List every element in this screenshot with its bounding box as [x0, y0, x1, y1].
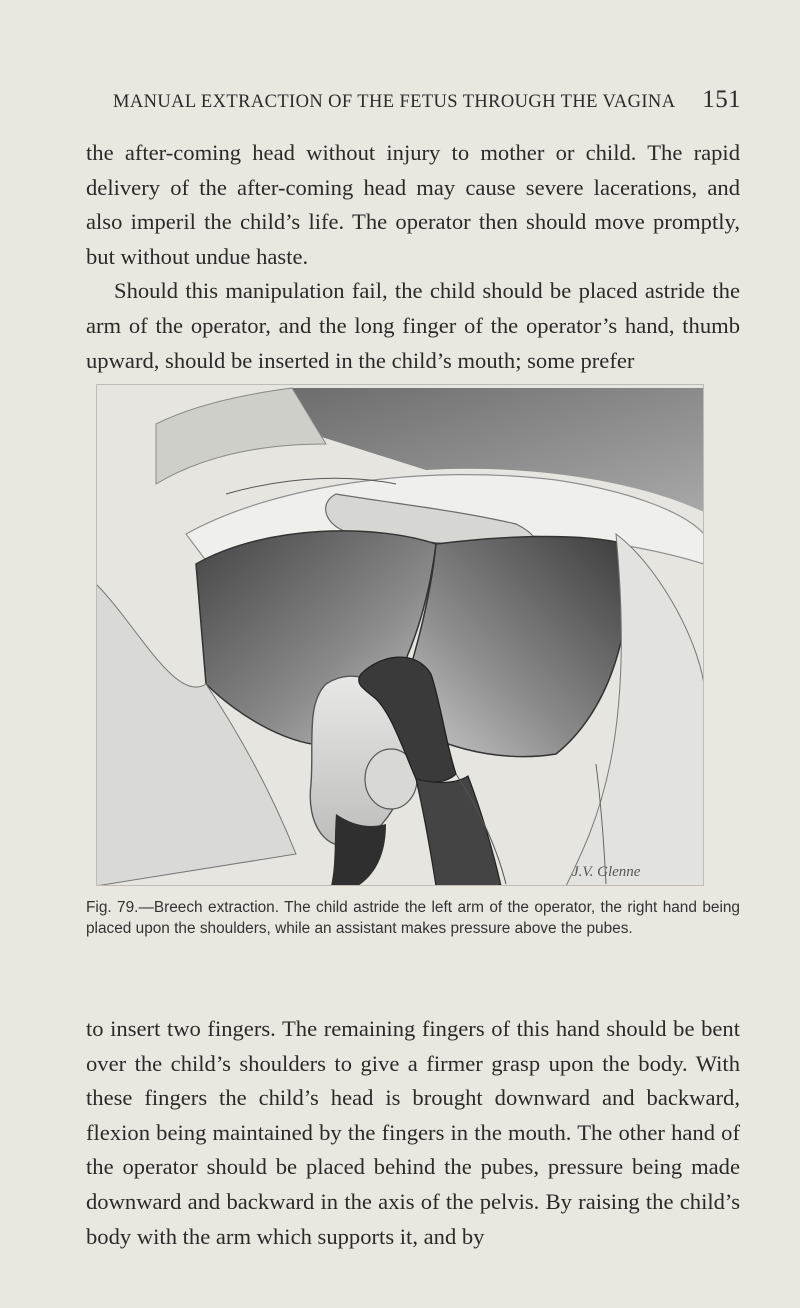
page-number: 151 — [702, 86, 741, 113]
body-text-bottom — [86, 1012, 740, 1254]
body-text-top — [86, 136, 740, 378]
artist-signature: J.V. Glenne — [572, 864, 641, 880]
paragraph-continued: the after-coming head without injury to mother or child. The rapid delivery of the after-coming head may cause severe lacerations, and also imperil the child’s life. The operator then should move promptly, but without undue haste. — [86, 140, 740, 269]
paragraph-continued: to insert two fingers. The remaining fingers of this hand should be bent over the child’s shoulders to give a firmer grasp upon the body. With these fingers the child’s head is brought downward and backward, flexion being maintained by the fingers in the mouth. The other hand of the operator should be placed behind the pubes, pressure being made downward and backward in the axis of the pelvis. By raising the child’s body with the arm which supports it, and by — [86, 1016, 740, 1249]
figure-caption: Fig. 79.—Breech extraction. The child astride the left arm of the operator, the right hand being placed upon the shoulders, while an assistant makes pressure above the pubes. — [86, 899, 740, 937]
running-head-title: MANUAL EXTRACTION OF THE FETUS THROUGH THE VAGINA — [113, 92, 676, 112]
running-head — [113, 86, 741, 113]
figure-illustration — [96, 384, 704, 886]
paragraph: Should this manipulation fail, the child should be placed astride the arm of the operator, and the long finger of the operator’s hand, thumb upward, should be inserted in the child’s mouth; some prefer — [86, 278, 740, 373]
breech-extraction-drawing — [96, 384, 704, 886]
